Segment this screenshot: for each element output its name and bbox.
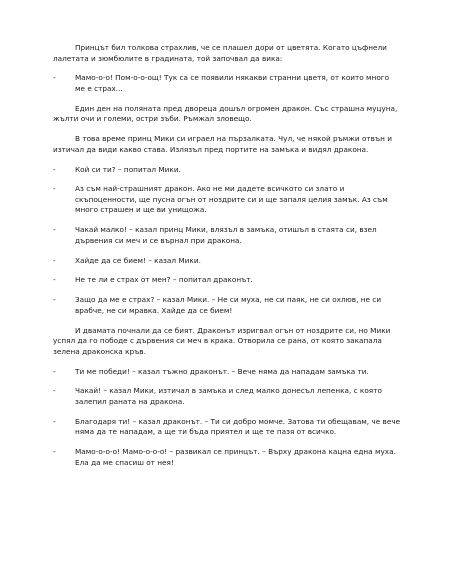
dialogue-line [53,417,401,438]
dash-marker: - [53,184,56,194]
dialogue-text: Кой си ти? – попитал Мики. [75,164,181,174]
dash-marker: - [53,255,56,265]
dash-marker: - [53,225,56,235]
dialogue-line [53,447,401,468]
dialogue-text: Мамо-о-о! Пом-о-о-ощ! Тук са се появили някакви странни цветя, от които много ме е страх... [75,73,390,93]
dash-marker: - [53,73,56,83]
dialogue-text: Хайде да се бием! – казал Мики. [75,255,201,265]
dialogue-line [53,275,401,286]
dialogue-text: Не те ли е страх от мен? – попитал драконът. [75,275,253,285]
dialogue-line [53,225,401,246]
dialogue-line [53,386,401,407]
paragraph: Принцът бил толкова страхлив, че се плашел дори от цветята. Когато цъфнели лалетата и зюмбюлите в градината, той започвал да вика: [53,43,387,63]
dialogue-text: Защо да ме е страх? – казал Мики. – Не си муха, не си паяк, не си охлюв, не си врабче, не си мравка. Хайде да се бием! [75,295,382,315]
dash-marker: - [53,447,56,457]
dialogue-text: Чакай малко! – казал принц Мики, влязъл в замъка, отишъл в стаята си, взел дървения си меч и се върнал при дракона. [75,225,377,245]
dash-marker: - [53,295,56,305]
dialogue-line [53,165,401,176]
paragraph: И двамата почнали да се бият. Драконът изригвал огън от ноздрите си, но Мики успял да го пободе с дървения си меч в крака. Отворила се рана, от която закапала зелена драконска кръв. [53,325,391,356]
dialogue-line [53,73,401,94]
dialogue-text: Благодаря ти! – казал драконът. – Ти си добро момче. Затова ти обещавам, че вече няма да те нападам, а ще ти бъда приятел и ще те пазя от всичко. [75,416,401,437]
dialogue-line [53,256,401,267]
dash-marker: - [53,164,56,174]
paragraph: В това време принц Мики си играел на пързалката. Чул, че някой ръмжи отвън и изтичал да види какво става. Излязъл пред портите на замъка и видял дракона. [53,134,392,154]
dialogue-text: Чакай! – казал Мики, изтичал в замъка и след малко донесъл лепенка, с която залепил раната на дракона. [75,386,382,406]
dash-marker: - [53,275,56,285]
dialogue-text: Ти ме победи! – казал тъжно драконът. – Вече няма да нападам замъка ти. [75,366,369,376]
dialogue-text: Аз съм най-страшният дракон. Ако не ми дадете всичкото си злато и скъпоценности, ще пусна огън от ноздрите си и ще запаля целия замък. Аз съм много страшен и ще ви унищожа. [75,184,388,215]
dialogue-line [53,184,401,216]
dash-marker: - [53,366,56,376]
paragraph: Един ден на поляната пред двореца дошъл огромен дракон. Със страшна муцуна, жълти очи и големи, остри зъби. Ръмжал зловещо. [53,103,398,124]
dialogue-line [53,295,401,316]
dialogue-text: Мамо-о-о-о! Мамо-о-о-о! – развикал се принцът. – Върху дракона кацна една муха. Ела да ме спасиш от нея! [75,447,396,467]
dash-marker: - [53,386,56,396]
story-text [53,43,401,477]
dialogue-line [53,367,401,378]
dash-marker: - [53,416,56,426]
